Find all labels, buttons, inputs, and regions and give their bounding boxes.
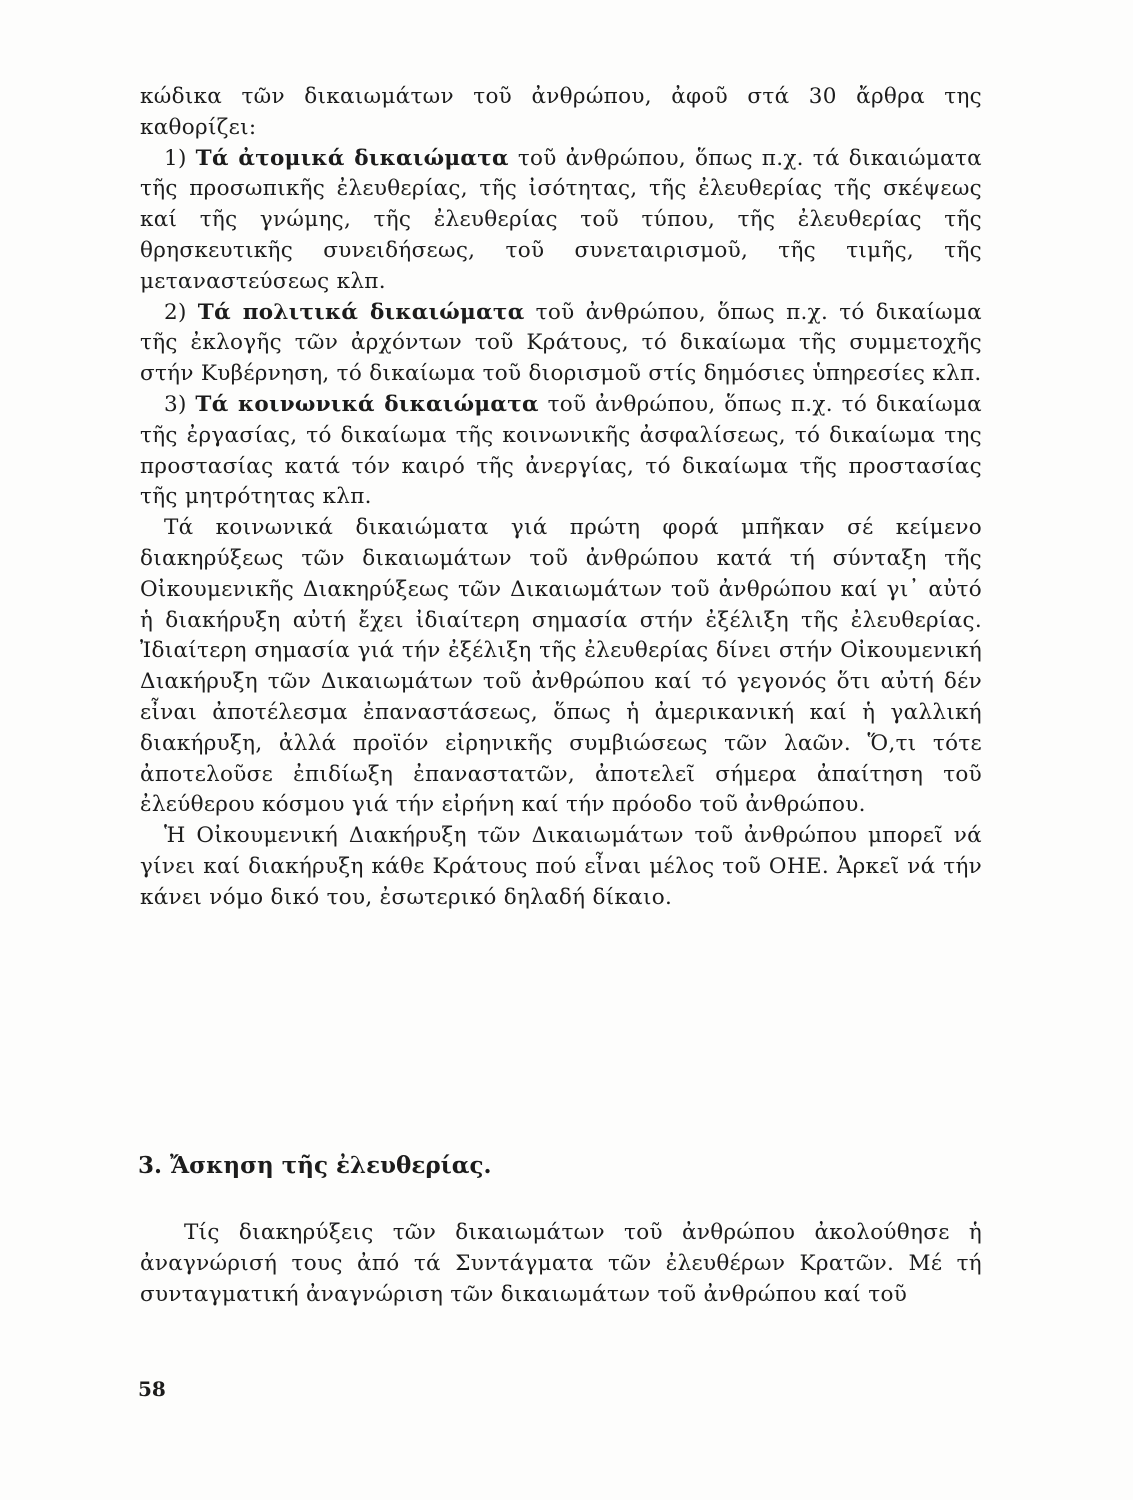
item-number: 3): [164, 391, 196, 417]
item-text: τοῦ ἀνθρώπου, ὅπως π.χ. τό δικαίωμα τῆς ἐκλογῆς τῶν ἀρχόντων τοῦ Κράτους, τό δικαίωμα τῆς συμμετοχῆς στήν Κυβέρνηση, τό δικαίωμα τοῦ διορισμοῦ στίς δημόσιες ὑπηρεσίες κλπ.: [140, 299, 982, 387]
rights-item-individual: [140, 144, 982, 298]
page-number: 58: [138, 1377, 166, 1401]
item-text: τοῦ ἀνθρώπου, ὅπως π.χ. τά δικαιώματα τῆς προσωπικῆς ἐλευθερίας, τῆς ἰσότητας, τῆς ἐλευθερίας τῆς σκέψεως καί τῆς γνώμης, τῆς ἐλευθερίας τοῦ τύπου, τῆς ἐλευθερίας τῆς θρησκευτικῆς συνειδήσεως, τοῦ συνεταιρισμοῦ, τῆς τιμῆς, τῆς μεταναστεύσεως κλπ.: [140, 145, 982, 294]
item-number: 1): [164, 145, 196, 171]
item-term: Τά πολιτικά δικαιώματα: [197, 299, 525, 325]
item-number: 2): [164, 299, 198, 325]
item-text: τοῦ ἀνθρώπου, ὅπως π.χ. τό δικαίωμα τῆς ἐργασίας, τό δικαίωμα τῆς κοινωνικῆς ἀσφαλίσεως, τό δικαίωμα της προστασίας κατά τόν καιρό τῆς ἀνεργίας, τό δικαίωμα τῆς προστασίας τῆς μητρότητας κλπ.: [140, 391, 982, 510]
closing-paragraph: Τίς διακηρύξεις τῶν δικαιωμάτων τοῦ ἀνθρώπου ἀκολούθησε ἡ ἀναγνώρισή τους ἀπό τά Συντάγματα τῶν ἐλευθέρων Κρατῶν. Μέ τή συνταγματική ἀναγνώριση τῶν δικαιωμάτων τοῦ ἀνθρώπου καί τοῦ: [140, 1220, 982, 1307]
section-heading: 3. Ἄσκηση τῆς ἐλευθερίας.: [138, 1152, 492, 1179]
rights-item-social: [140, 390, 982, 513]
social-rights-paragraph: Τά κοινωνικά δικαιώματα γιά πρώτη φορά μπῆκαν σέ κείμενο διακηρύξεως τῶν δικαιωμάτων τοῦ ἀνθρώπου κατά τή σύνταξη τῆς Οἰκουμενικῆς Διακηρύξεως τῶν Δικαιωμάτων τοῦ ἀνθρώπου καί γι᾿ αὐτό ἡ διακήρυξη αὐτή ἔχει ἰδιαίτερη σημασία στήν ἐξέλιξη τῆς ἐλευθερίας. Ἰδιαίτερη σημασία γιά τήν ἐξέλιξη τῆς ἐλευθερίας δίνει στήν Οἰκουμενική Διακήρυξη τῶν Δικαιωμάτων τοῦ ἀνθρώπου καί τό γεγονός ὅτι αὐτή δέν εἶναι ἀποτέλεσμα ἐπαναστάσεως, ὅπως ἡ ἀμερικανική καί ἡ γαλλική διακήρυξη, ἀλλά προϊόν εἰρηνικῆς συμβιώσεως τῶν λαῶν. Ὅ,τι τότε ἀποτελοῦσε ἐπιδίωξη ἐπαναστατῶν, ἀποτελεῖ σήμερα ἀπαίτηση τοῦ ἐλεύθερου κόσμου γιά τήν εἰρήνη καί τήν πρόοδο τοῦ ἀνθρώπου.: [140, 515, 982, 818]
main-text: [140, 82, 982, 914]
rights-item-political: [140, 298, 982, 390]
un-declaration-paragraph: Ἡ Οἰκουμενική Διακήρυξη τῶν Δικαιωμάτων τοῦ ἀνθρώπου μπορεῖ νά γίνει καί διακήρυξη κάθε Κράτους πού εἶναι μέλος τοῦ ΟΗΕ. Ἀρκεῖ νά τήν κάνει νόμο δικό του, ἐσωτερικό δηλαδή δίκαιο.: [140, 823, 982, 910]
item-term: Τά ἀτομικά δικαιώματα: [195, 145, 509, 171]
intro-paragraph: κώδικα τῶν δικαιωμάτων τοῦ ἀνθρώπου, ἀφοῦ στά 30 ἄρθρα της καθορίζει:: [140, 84, 982, 140]
closing-text: [140, 1218, 982, 1310]
item-term: Τά κοινωνικά δικαιώματα: [195, 391, 539, 417]
